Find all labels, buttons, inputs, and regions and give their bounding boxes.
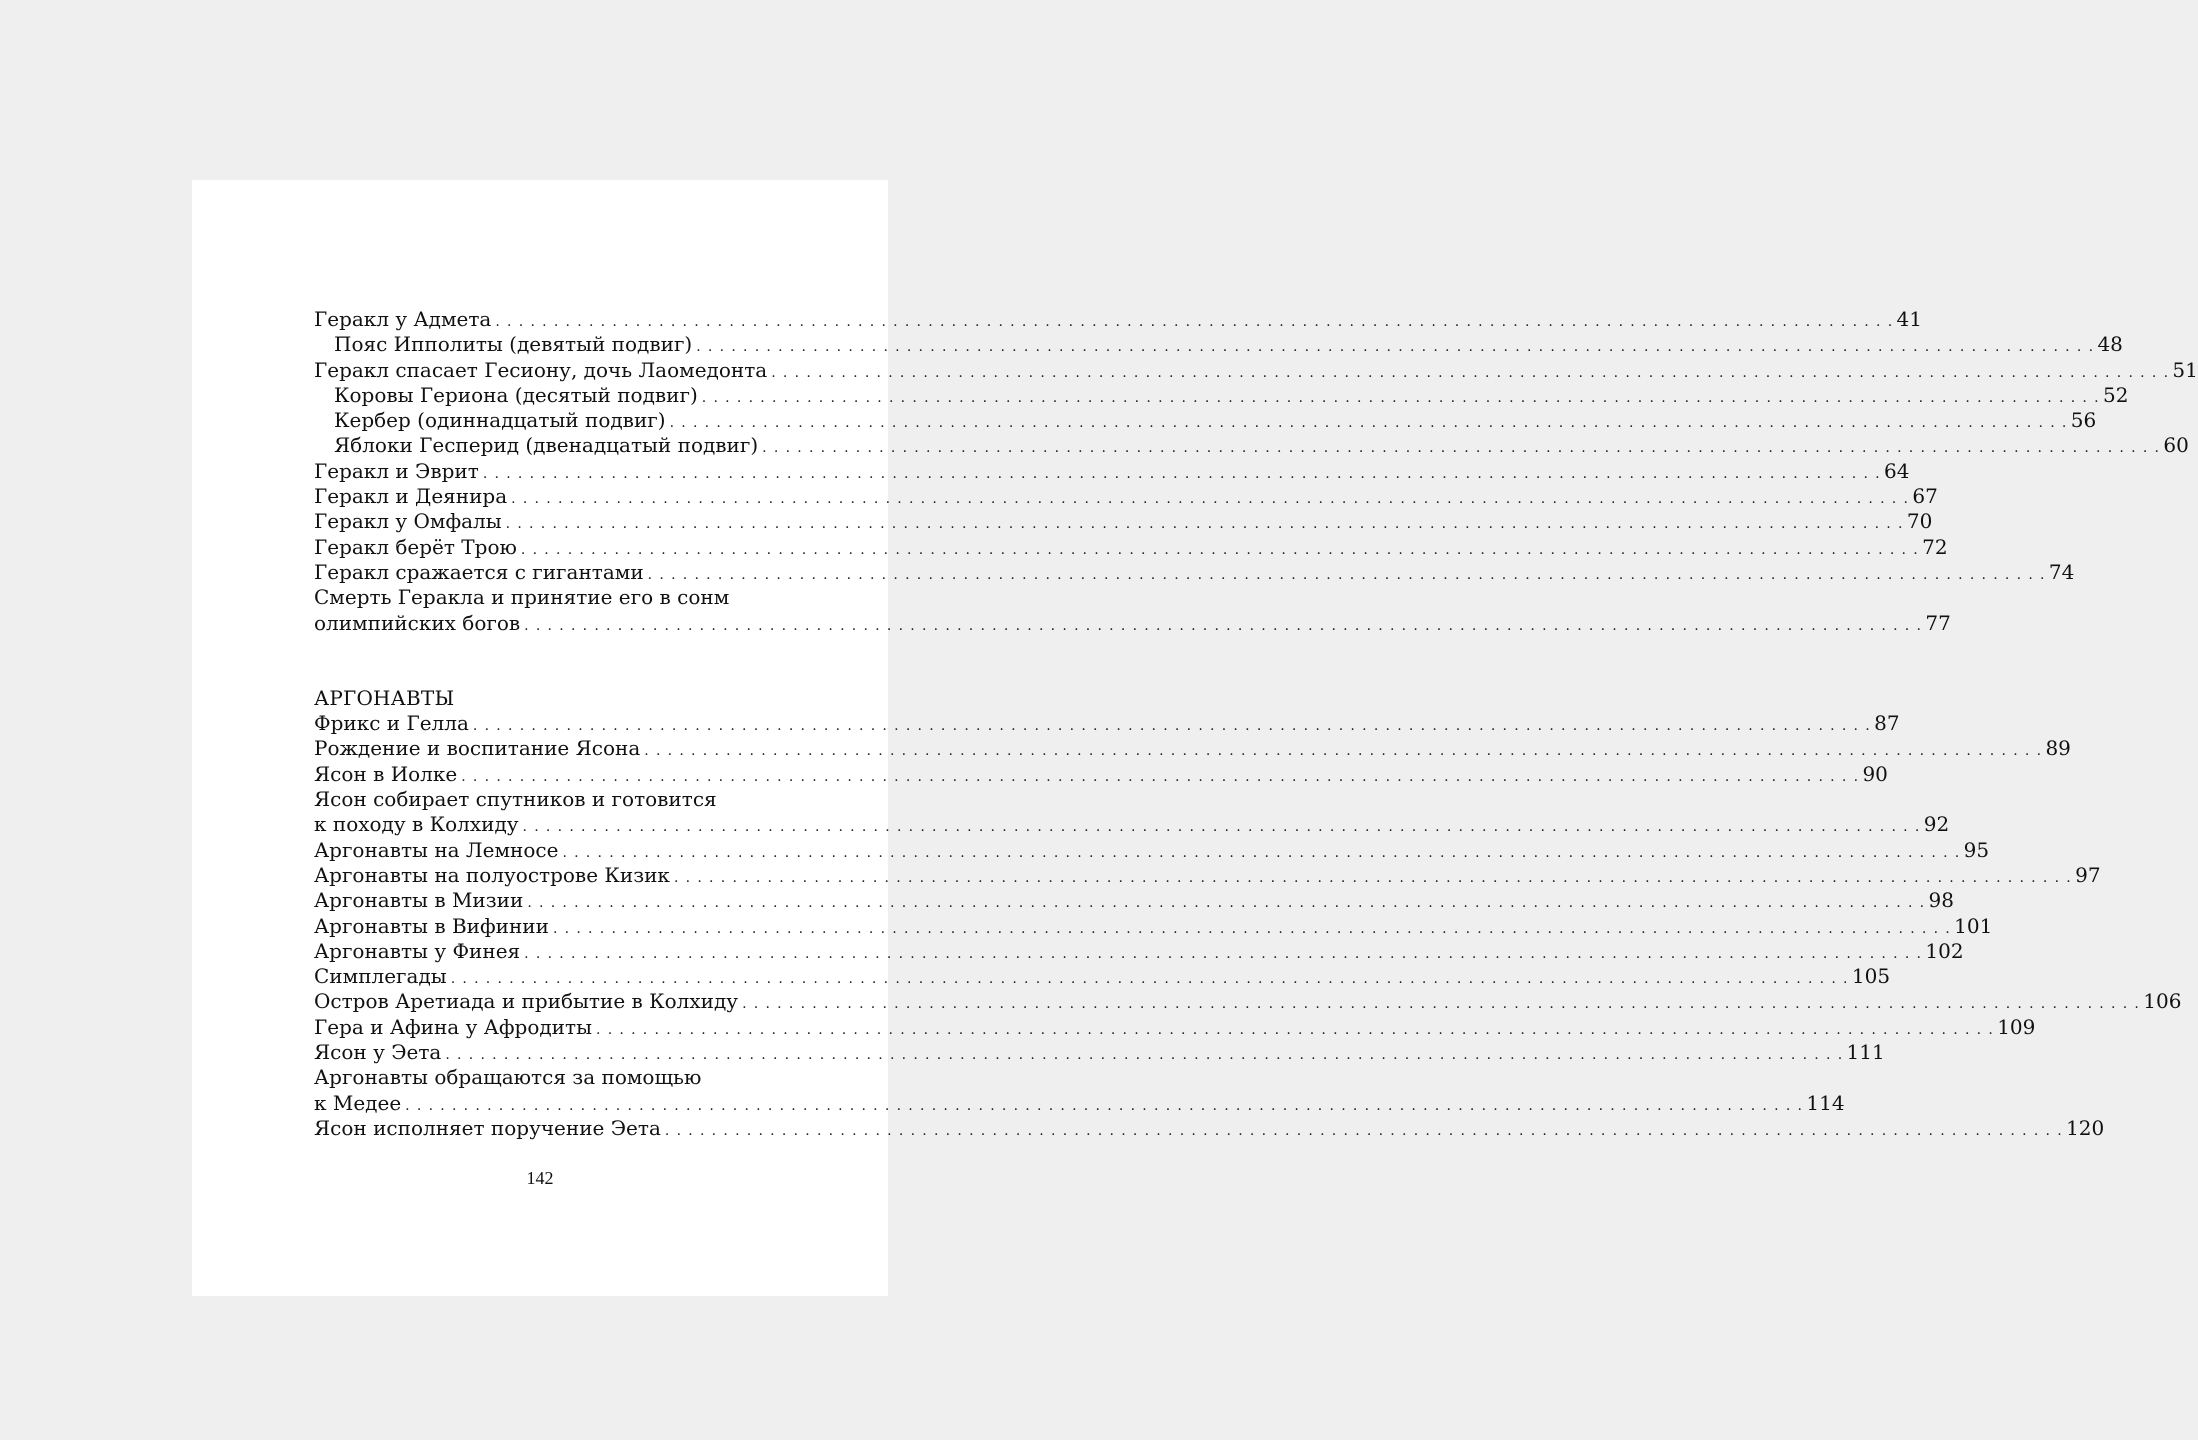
- table-of-contents: [314, 307, 2198, 1141]
- toc-entry-title: Ясон в Иолке: [314, 761, 458, 786]
- toc-entry-page: 72: [1922, 534, 1948, 559]
- dot-leader: . . . . . . . . . . . . . . . . . . . . . . . . . . . . . . . . . . . . . . . . . . . . . . . . . . . . . . . . . . . . . . . . . . . . . . . . . . . . . . . . . . . . . . . . . . . . . . . . . . . . . . . . . . . . . . . . . . . . . . . .: [673, 869, 2073, 886]
- toc-entry-page: 92: [1923, 812, 1950, 837]
- toc-entry-row: [314, 1040, 1885, 1065]
- toc-entry-page: 52: [2102, 382, 2129, 407]
- toc-entry-title: Пояс Ипполиты (девятый подвиг): [334, 332, 693, 357]
- dot-leader: . . . . . . . . . . . . . . . . . . . . . . . . . . . . . . . . . . . . . . . . . . . . . . . . . . . . . . . . . . . . . . . . . . . . . . . . . . . . . . . . . . . . . . . . . . . . . . . . . . . . . . . . . . . . . . . . . . . . . . . .: [445, 1047, 1844, 1064]
- toc-entry-page: 105: [1851, 964, 1891, 989]
- toc-entry-page: 109: [1997, 1014, 2036, 1039]
- toc-entry-row: [314, 862, 2101, 888]
- toc-entry-page: 106: [2143, 989, 2182, 1014]
- toc-entry-row: [314, 964, 1891, 989]
- book-page: [192, 180, 2198, 1296]
- toc-entry: [314, 484, 1938, 509]
- toc-entry-row: [334, 332, 2123, 357]
- toc-entry-page: 74: [2048, 559, 2075, 584]
- toc-entry-title: Геракл сражается с гигантами: [314, 559, 644, 584]
- toc-entry: [314, 837, 1990, 863]
- toc-entry-row: [334, 433, 2189, 458]
- dot-leader: . . . . . . . . . . . . . . . . . . . . . . . . . . . . . . . . . . . . . . . . . . . . . . . . . . . . . . . . . . . . . . . . . . . . . . . . . . . . . . . . . . . . . . . . . . . . . . . . . . . . . . . . . . . . . . . . . . . . . . . .: [562, 844, 1961, 861]
- toc-entry: [314, 1065, 1845, 1116]
- toc-entry-title: Геракл берёт Трою: [314, 534, 517, 559]
- dot-leader: . . . . . . . . . . . . . . . . . . . . . . . . . . . . . . . . . . . . . . . . . . . . . . . . . . . . . . . . . . . . . . . . . . . . . . . . . . . . . . . . . . . . . . . . . . . . . . . . . . . . . . . . . . . . . . . . . . . . . . . .: [771, 364, 2170, 381]
- toc-entry-row: [314, 509, 1933, 534]
- toc-entry: [314, 458, 1910, 484]
- toc-entry-page: 97: [2075, 862, 2101, 887]
- toc-entry: [314, 1014, 2036, 1040]
- toc-entry-row: [334, 382, 2129, 408]
- toc-entry-title: Аргонавты в Вифинии: [314, 913, 549, 938]
- toc-entry-title-line: Аргонавты обращаются за помощью: [314, 1065, 702, 1090]
- toc-entry-row: [314, 610, 1951, 636]
- dot-leader: . . . . . . . . . . . . . . . . . . . . . . . . . . . . . . . . . . . . . . . . . . . . . . . . . . . . . . . . . . . . . . . . . . . . . . . . . . . . . . . . . . . . . . . . . . . . . . . . . . . . . . . . . . . . . . . . . . . . . . . .: [511, 491, 1910, 508]
- toc-entry-page: 102: [1925, 938, 1964, 963]
- dot-leader: . . . . . . . . . . . . . . . . . . . . . . . . . . . . . . . . . . . . . . . . . . . . . . . . . . . . . . . . . . . . . . . . . . . . . . . . . . . . . . . . . . . . . . . . . . . . . . . . . . . . . . . . . . . . . . . . . . . . . . . .: [644, 743, 2043, 760]
- toc-entry-title: Аргонавты на полуострове Кизик: [314, 862, 670, 887]
- toc-entry-page: 101: [1954, 913, 1993, 938]
- toc-entry-page: 51: [2172, 357, 2198, 382]
- toc-entry: [314, 989, 2182, 1014]
- toc-entry-title: Рождение и воспитание Ясона: [314, 736, 641, 761]
- toc-entry-row: [314, 1090, 1845, 1116]
- toc-entry-page: 67: [1912, 484, 1938, 509]
- dot-leader: . . . . . . . . . . . . . . . . . . . . . . . . . . . . . . . . . . . . . . . . . . . . . . . . . . . . . . . . . . . . . . . . . . . . . . . . . . . . . . . . . . . . . . . . . . . . . . . . . . . . . . . . . . . . . . . . . . . . . . . .: [405, 1097, 1804, 1114]
- dot-leader: . . . . . . . . . . . . . . . . . . . . . . . . . . . . . . . . . . . . . . . . . . . . . . . . . . . . . . . . . . . . . . . . . . . . . . . . . . . . . . . . . . . . . . . . . . . . . . . . . . . . . . . . . . . . . . . . . . . . . . . .: [664, 1122, 2064, 1139]
- toc-entry-row: [314, 989, 2182, 1014]
- toc-entry: [314, 913, 1993, 939]
- toc-entry-title-line: Ясон собирает спутников и готовится: [314, 787, 717, 812]
- toc-entry-page: 60: [2163, 433, 2189, 458]
- toc-entry: [314, 332, 2123, 357]
- dot-leader: . . . . . . . . . . . . . . . . . . . . . . . . . . . . . . . . . . . . . . . . . . . . . . . . . . . . . . . . . . . . . . . . . . . . . . . . . . . . . . . . . . . . . . . . . . . . . . . . . . . . . . . . . . . . . . . . . . . . . . . .: [524, 617, 1923, 634]
- toc-entry: [314, 938, 1964, 964]
- toc-entry-title-line: Смерть Геракла и принятие его в сонм: [314, 585, 730, 610]
- toc-entry: [314, 736, 2071, 761]
- toc-entry-title: Симплегады: [314, 964, 447, 989]
- dot-leader: . . . . . . . . . . . . . . . . . . . . . . . . . . . . . . . . . . . . . . . . . . . . . . . . . . . . . . . . . . . . . . . . . . . . . . . . . . . . . . . . . . . . . . . . . . . . . . . . . . . . . . . . . . . . . . . . . . . . . . . .: [461, 768, 1860, 785]
- toc-entry: [314, 585, 1951, 636]
- toc-entry-title: Геракл у Омфалы: [314, 509, 502, 534]
- dot-leader: . . . . . . . . . . . . . . . . . . . . . . . . . . . . . . . . . . . . . . . . . . . . . . . . . . . . . . . . . . . . . . . . . . . . . . . . . . . . . . . . . . . . . . . . . . . . . . . . . . . . . . . . . . . . . . . . . . . . . . . .: [482, 465, 1882, 482]
- dot-leader: . . . . . . . . . . . . . . . . . . . . . . . . . . . . . . . . . . . . . . . . . . . . . . . . . . . . . . . . . . . . . . . . . . . . . . . . . . . . . . . . . . . . . . . . . . . . . . . . . . . . . . . . . . . . . . . . . . . . . . . .: [552, 920, 1952, 937]
- toc-entry-title: Геракл у Адмета: [314, 307, 492, 331]
- toc-entry-page: 70: [1906, 509, 1933, 534]
- toc-entry-row: [314, 913, 1993, 939]
- dot-leader: . . . . . . . . . . . . . . . . . . . . . . . . . . . . . . . . . . . . . . . . . . . . . . . . . . . . . . . . . . . . . . . . . . . . . . . . . . . . . . . . . . . . . . . . . . . . . . . . . . . . . . . . . . . . . . . . . . . . . . . .: [527, 895, 1926, 912]
- toc-entry-row: [334, 408, 2097, 433]
- toc-entry-row: [314, 484, 1938, 509]
- dot-leader: . . . . . . . . . . . . . . . . . . . . . . . . . . . . . . . . . . . . . . . . . . . . . . . . . . . . . . . . . . . . . . . . . . . . . . . . . . . . . . . . . . . . . . . . . . . . . . . . . . . . . . . . . . . . . . . . . . . . . . . .: [647, 566, 2046, 583]
- toc-entry-page: 111: [1846, 1040, 1885, 1065]
- toc-entry-row: [314, 307, 1922, 332]
- dot-leader: . . . . . . . . . . . . . . . . . . . . . . . . . . . . . . . . . . . . . . . . . . . . . . . . . . . . . . . . . . . . . . . . . . . . . . . . . . . . . . . . . . . . . . . . . . . . . . . . . . . . . . . . . . . . . . . . . . . . . . . .: [762, 440, 2161, 457]
- toc-entry-page: 41: [1896, 307, 1922, 331]
- toc-entry-page: 56: [2070, 408, 2097, 433]
- toc-entry-page: 90: [1862, 761, 1888, 786]
- toc-entry-row: [314, 938, 1964, 964]
- toc-entry-page: 64: [1884, 458, 1910, 483]
- toc-entry: [314, 307, 1922, 332]
- dot-leader: . . . . . . . . . . . . . . . . . . . . . . . . . . . . . . . . . . . . . . . . . . . . . . . . . . . . . . . . . . . . . . . . . . . . . . . . . . . . . . . . . . . . . . . . . . . . . . . . . . . . . . . . . . . . . . . . . . . . . . . .: [450, 971, 1849, 988]
- toc-entry-title: Ясон у Эета: [314, 1040, 442, 1065]
- toc-entry-title: Гера и Афина у Афродиты: [314, 1014, 592, 1039]
- toc-entry-title: олимпийских богов: [314, 610, 521, 635]
- toc-entry: [314, 787, 1950, 838]
- toc-entry: [314, 509, 1933, 534]
- toc-entry-row: [314, 736, 2071, 761]
- toc-entry: [314, 559, 2075, 585]
- toc-entry: [314, 888, 1954, 913]
- toc-entry: [314, 357, 2198, 383]
- toc-entry-page: 95: [1963, 837, 1990, 862]
- toc-entry-title: к походу в Колхиду: [314, 812, 519, 837]
- toc-entry-title: Коровы Гериона (десятый подвиг): [334, 382, 698, 407]
- toc-entry: [314, 408, 2097, 433]
- dot-leader: . . . . . . . . . . . . . . . . . . . . . . . . . . . . . . . . . . . . . . . . . . . . . . . . . . . . . . . . . . . . . . . . . . . . . . . . . . . . . . . . . . . . . . . . . . . . . . . . . . . . . . . . . . . . . . . . . . . . . . . .: [472, 718, 1872, 735]
- toc-entry-row: [314, 534, 1948, 560]
- toc-entry: [314, 1115, 2105, 1141]
- toc-entry: [314, 964, 1891, 989]
- toc-entry-row: [314, 1115, 2105, 1141]
- toc-entry: [314, 761, 1888, 787]
- dot-leader: . . . . . . . . . . . . . . . . . . . . . . . . . . . . . . . . . . . . . . . . . . . . . . . . . . . . . . . . . . . . . . . . . . . . . . . . . . . . . . . . . . . . . . . . . . . . . . . . . . . . . . . . . . . . . . . . . . . . . . . .: [669, 415, 2068, 432]
- toc-entry-title: Геракл спасает Гесиону, дочь Лаомедонта: [314, 357, 768, 382]
- toc-entry-page: 87: [1874, 711, 1900, 736]
- dot-leader: . . . . . . . . . . . . . . . . . . . . . . . . . . . . . . . . . . . . . . . . . . . . . . . . . . . . . . . . . . . . . . . . . . . . . . . . . . . . . . . . . . . . . . . . . . . . . . . . . . . . . . . . . . . . . . . . . . . . . . . .: [522, 819, 1921, 836]
- toc-entry-title: Ясон исполняет поручение Эета: [314, 1115, 661, 1140]
- toc-entry: [314, 711, 1900, 736]
- toc-entry: [314, 862, 2101, 888]
- dot-leader: . . . . . . . . . . . . . . . . . . . . . . . . . . . . . . . . . . . . . . . . . . . . . . . . . . . . . . . . . . . . . . . . . . . . . . . . . . . . . . . . . . . . . . . . . . . . . . . . . . . . . . . . . . . . . . . . . . . . . . . .: [524, 945, 1923, 962]
- toc-entry-title: Кербер (одиннадцатый подвиг): [334, 408, 666, 433]
- toc-entry-title: Аргонавты в Мизии: [314, 888, 524, 913]
- section-heading: АРГОНАВТЫ: [314, 685, 455, 710]
- toc-entry-row: [314, 711, 1900, 736]
- dot-leader: . . . . . . . . . . . . . . . . . . . . . . . . . . . . . . . . . . . . . . . . . . . . . . . . . . . . . . . . . . . . . . . . . . . . . . . . . . . . . . . . . . . . . . . . . . . . . . . . . . . . . . . . . . . . . . . . . . . . . . . .: [495, 314, 1894, 330]
- toc-entry-row: [314, 812, 1950, 837]
- toc-group: [314, 307, 2198, 636]
- dot-leader: . . . . . . . . . . . . . . . . . . . . . . . . . . . . . . . . . . . . . . . . . . . . . . . . . . . . . . . . . . . . . . . . . . . . . . . . . . . . . . . . . . . . . . . . . . . . . . . . . . . . . . . . . . . . . . . . . . . . . . . .: [696, 339, 2095, 356]
- page-number: 142: [526, 1168, 554, 1188]
- toc-entry-page: 98: [1928, 888, 1954, 913]
- dot-leader: . . . . . . . . . . . . . . . . . . . . . . . . . . . . . . . . . . . . . . . . . . . . . . . . . . . . . . . . . . . . . . . . . . . . . . . . . . . . . . . . . . . . . . . . . . . . . . . . . . . . . . . . . . . . . . . . . . . . . . . .: [701, 389, 2100, 406]
- dot-leader: . . . . . . . . . . . . . . . . . . . . . . . . . . . . . . . . . . . . . . . . . . . . . . . . . . . . . . . . . . . . . . . . . . . . . . . . . . . . . . . . . . . . . . . . . . . . . . . . . . . . . . . . . . . . . . . . . . . . . . . .: [596, 1021, 1995, 1038]
- toc-entry: [314, 1040, 1885, 1065]
- toc-entry-row: [314, 888, 1954, 913]
- toc-entry: [314, 534, 1948, 560]
- toc-entry-row: [314, 458, 1910, 484]
- toc-entry-row: [314, 559, 2075, 585]
- toc-entry-title: Геракл и Деянира: [314, 484, 508, 509]
- toc-group: [314, 685, 2182, 1141]
- toc-entry-title: к Медее: [314, 1090, 402, 1115]
- toc-entry-row: [314, 1014, 2036, 1040]
- toc-entry-page: 114: [1806, 1090, 1845, 1115]
- toc-entry-title: Аргонавты на Лемносе: [314, 837, 559, 862]
- toc-entry-title: Аргонавты у Финея: [314, 938, 521, 963]
- toc-entry-title: Остров Аретиада и прибытие в Колхиду: [314, 989, 739, 1014]
- toc-entry-title: Яблоки Гесперид (двенадцатый подвиг): [334, 433, 759, 458]
- toc-entry-row: [314, 837, 1990, 863]
- dot-leader: . . . . . . . . . . . . . . . . . . . . . . . . . . . . . . . . . . . . . . . . . . . . . . . . . . . . . . . . . . . . . . . . . . . . . . . . . . . . . . . . . . . . . . . . . . . . . . . . . . . . . . . . . . . . . . . . . . . . . . . .: [742, 996, 2141, 1013]
- toc-entry-title: Фрикс и Гелла: [314, 711, 469, 736]
- toc-entry-page: 77: [1925, 610, 1951, 635]
- toc-entry-row: [314, 761, 1888, 787]
- toc-entry-row: [314, 357, 2198, 383]
- toc-entry: [314, 433, 2189, 458]
- toc-entry-page: 89: [2045, 736, 2071, 761]
- dot-leader: . . . . . . . . . . . . . . . . . . . . . . . . . . . . . . . . . . . . . . . . . . . . . . . . . . . . . . . . . . . . . . . . . . . . . . . . . . . . . . . . . . . . . . . . . . . . . . . . . . . . . . . . . . . . . . . . . . . . . . . .: [505, 516, 1904, 533]
- toc-entry-title: Геракл и Эврит: [314, 458, 479, 483]
- dot-leader: . . . . . . . . . . . . . . . . . . . . . . . . . . . . . . . . . . . . . . . . . . . . . . . . . . . . . . . . . . . . . . . . . . . . . . . . . . . . . . . . . . . . . . . . . . . . . . . . . . . . . . . . . . . . . . . . . . . . . . . .: [520, 541, 1920, 558]
- toc-entry-page: 120: [2066, 1115, 2105, 1140]
- toc-entry: [314, 382, 2129, 408]
- toc-entry-page: 48: [2097, 332, 2123, 357]
